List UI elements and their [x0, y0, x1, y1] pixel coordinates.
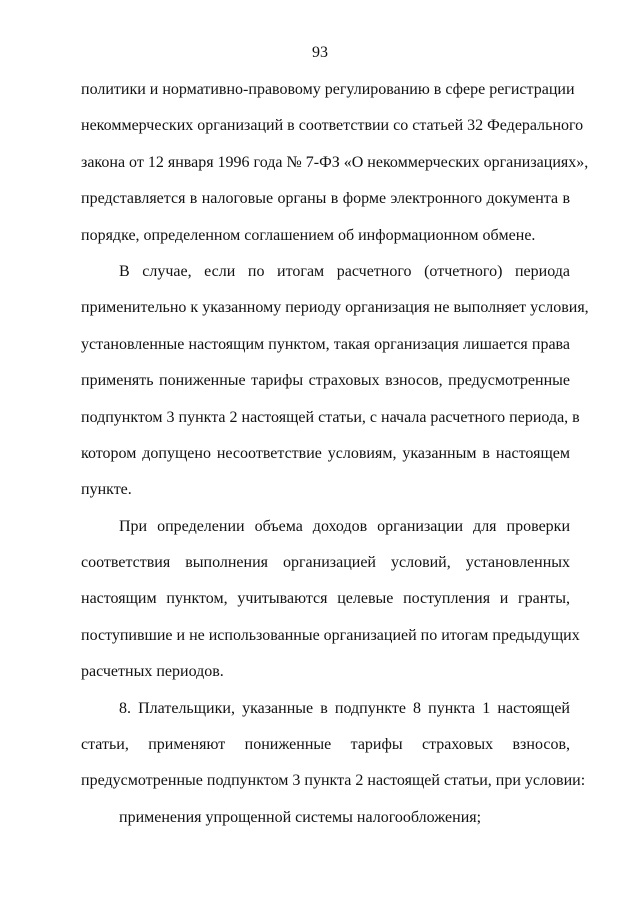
text-line: закона от 12 января 1996 года № 7-ФЗ «О некоммерческих организациях», [81, 153, 589, 171]
text-line: В случае, если по итогам расчетного (отчетного) периода [119, 262, 570, 280]
text-line: котором допущено несоответствие условиям, указанным в настоящем [81, 444, 570, 462]
page-number: 93 [312, 44, 328, 61]
text-line: настоящим пунктом, учитываются целевые поступления и гранты, [81, 590, 570, 608]
text-line: подпунктом 3 пункта 2 настоящей статьи, с начала расчетного периода, в [81, 408, 580, 426]
text-line: порядке, определенном соглашением об информационном обмене. [81, 226, 536, 244]
text-line: некоммерческих организаций в соответствии со статьей 32 Федерального [81, 117, 584, 135]
text-line: При определении объема доходов организации для проверки [119, 517, 570, 535]
document-body [81, 80, 589, 844]
text-line: предусмотренные подпунктом 3 пункта 2 настоящей статьи, при условии: [81, 772, 586, 790]
text-line: поступившие и не использованные организацией по итогам предыдущих [81, 626, 580, 644]
text-line: применения упрощенной системы налогообложения; [119, 808, 482, 826]
text-line: соответствия выполнения организацией условий, установленных [81, 554, 570, 572]
text-line: пункте. [81, 481, 132, 499]
text-line: представляется в налоговые органы в форме электронного документа в [81, 190, 570, 208]
text-line: применять пониженные тарифы страховых взносов, предусмотренные [81, 372, 570, 390]
text-line: установленные настоящим пунктом, такая организация лишается права [81, 335, 570, 353]
text-line: применительно к указанному периоду организация не выполняет условия, [81, 299, 589, 317]
text-line: 8. Плательщики, указанные в подпункте 8 пункта 1 настоящей [119, 699, 570, 717]
text-line: статьи, применяют пониженные тарифы страховых взносов, [81, 736, 570, 754]
text-line: политики и нормативно-правовому регулированию в сфере регистрации [81, 81, 575, 98]
text-line: расчетных периодов. [81, 663, 224, 681]
